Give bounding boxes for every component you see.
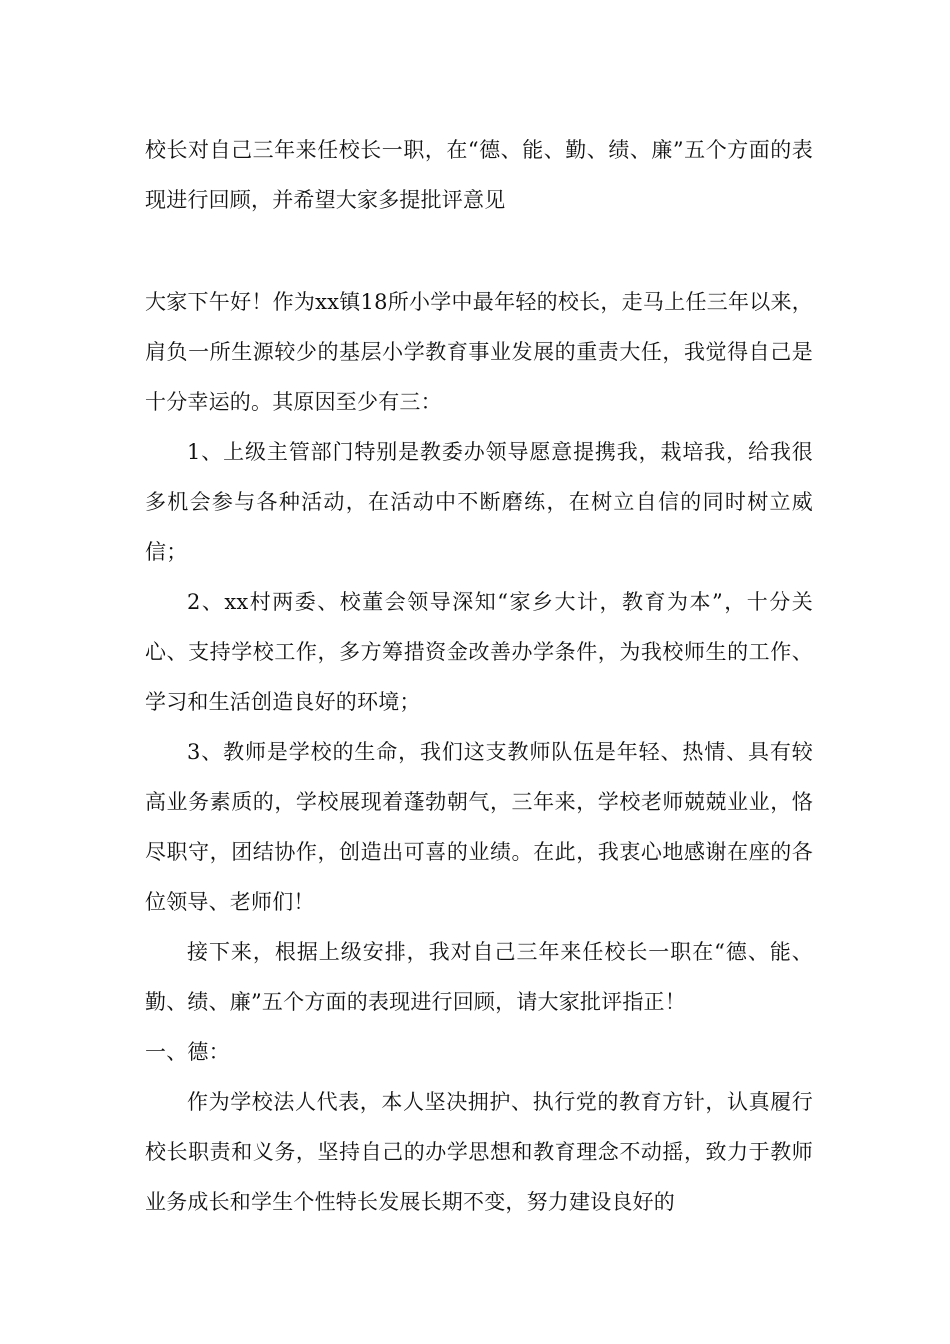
paragraph-section-de: 作为学校法人代表，本人坚决拥护、执行党的教育方针，认真履行校长职责和义务，坚持自己的办学思想和教育理念不动摇，致力于教师业务成长和学生个性特长发展长期不变，努力建设良好的 bbox=[145, 1090, 813, 1214]
title-text: 校长对自己三年来任校长一职，在“德、能、勤、绩、廉”五个方面的表现进行回顾，并希望大家多提批评意见 bbox=[145, 138, 813, 212]
paragraph-reason-2: 2、xx村两委、校董会领导深知“家乡大计，教育为本”，十分关心、支持学校工作，多方筹措资金改善办学条件，为我校师生的工作、学习和生活创造良好的环境； bbox=[145, 590, 813, 714]
paragraph-greeting: 大家下午好！作为xx镇18所小学中最年轻的校长，走马上任三年以来，肩负一所生源较少的基层小学教育事业发展的重责大任，我觉得自己是十分幸运的。其原因至少有三： bbox=[145, 290, 813, 414]
document-title bbox=[145, 125, 813, 225]
section-heading-de: 一、德： bbox=[145, 1040, 230, 1064]
paragraph-reason-3: 3、教师是学校的生命，我们这支教师队伍是年轻、热情、具有较高业务素质的，学校展现着蓬勃朝气，三年来，学校老师兢兢业业，恪尽职守，团结协作，创造出可喜的业绩。在此，我衷心地感谢在座的各位领导、老师们！ bbox=[145, 740, 813, 914]
document-body bbox=[145, 277, 813, 1227]
paragraph-transition: 接下来，根据上级安排，我对自己三年来任校长一职在“德、能、勤、绩、廉”五个方面的表现进行回顾，请大家批评指正！ bbox=[145, 940, 813, 1014]
paragraph-reason-1: 1、上级主管部门特别是教委办领导愿意提携我，栽培我，给我很多机会参与各种活动，在活动中不断磨练，在树立自信的同时树立威信； bbox=[145, 440, 813, 564]
